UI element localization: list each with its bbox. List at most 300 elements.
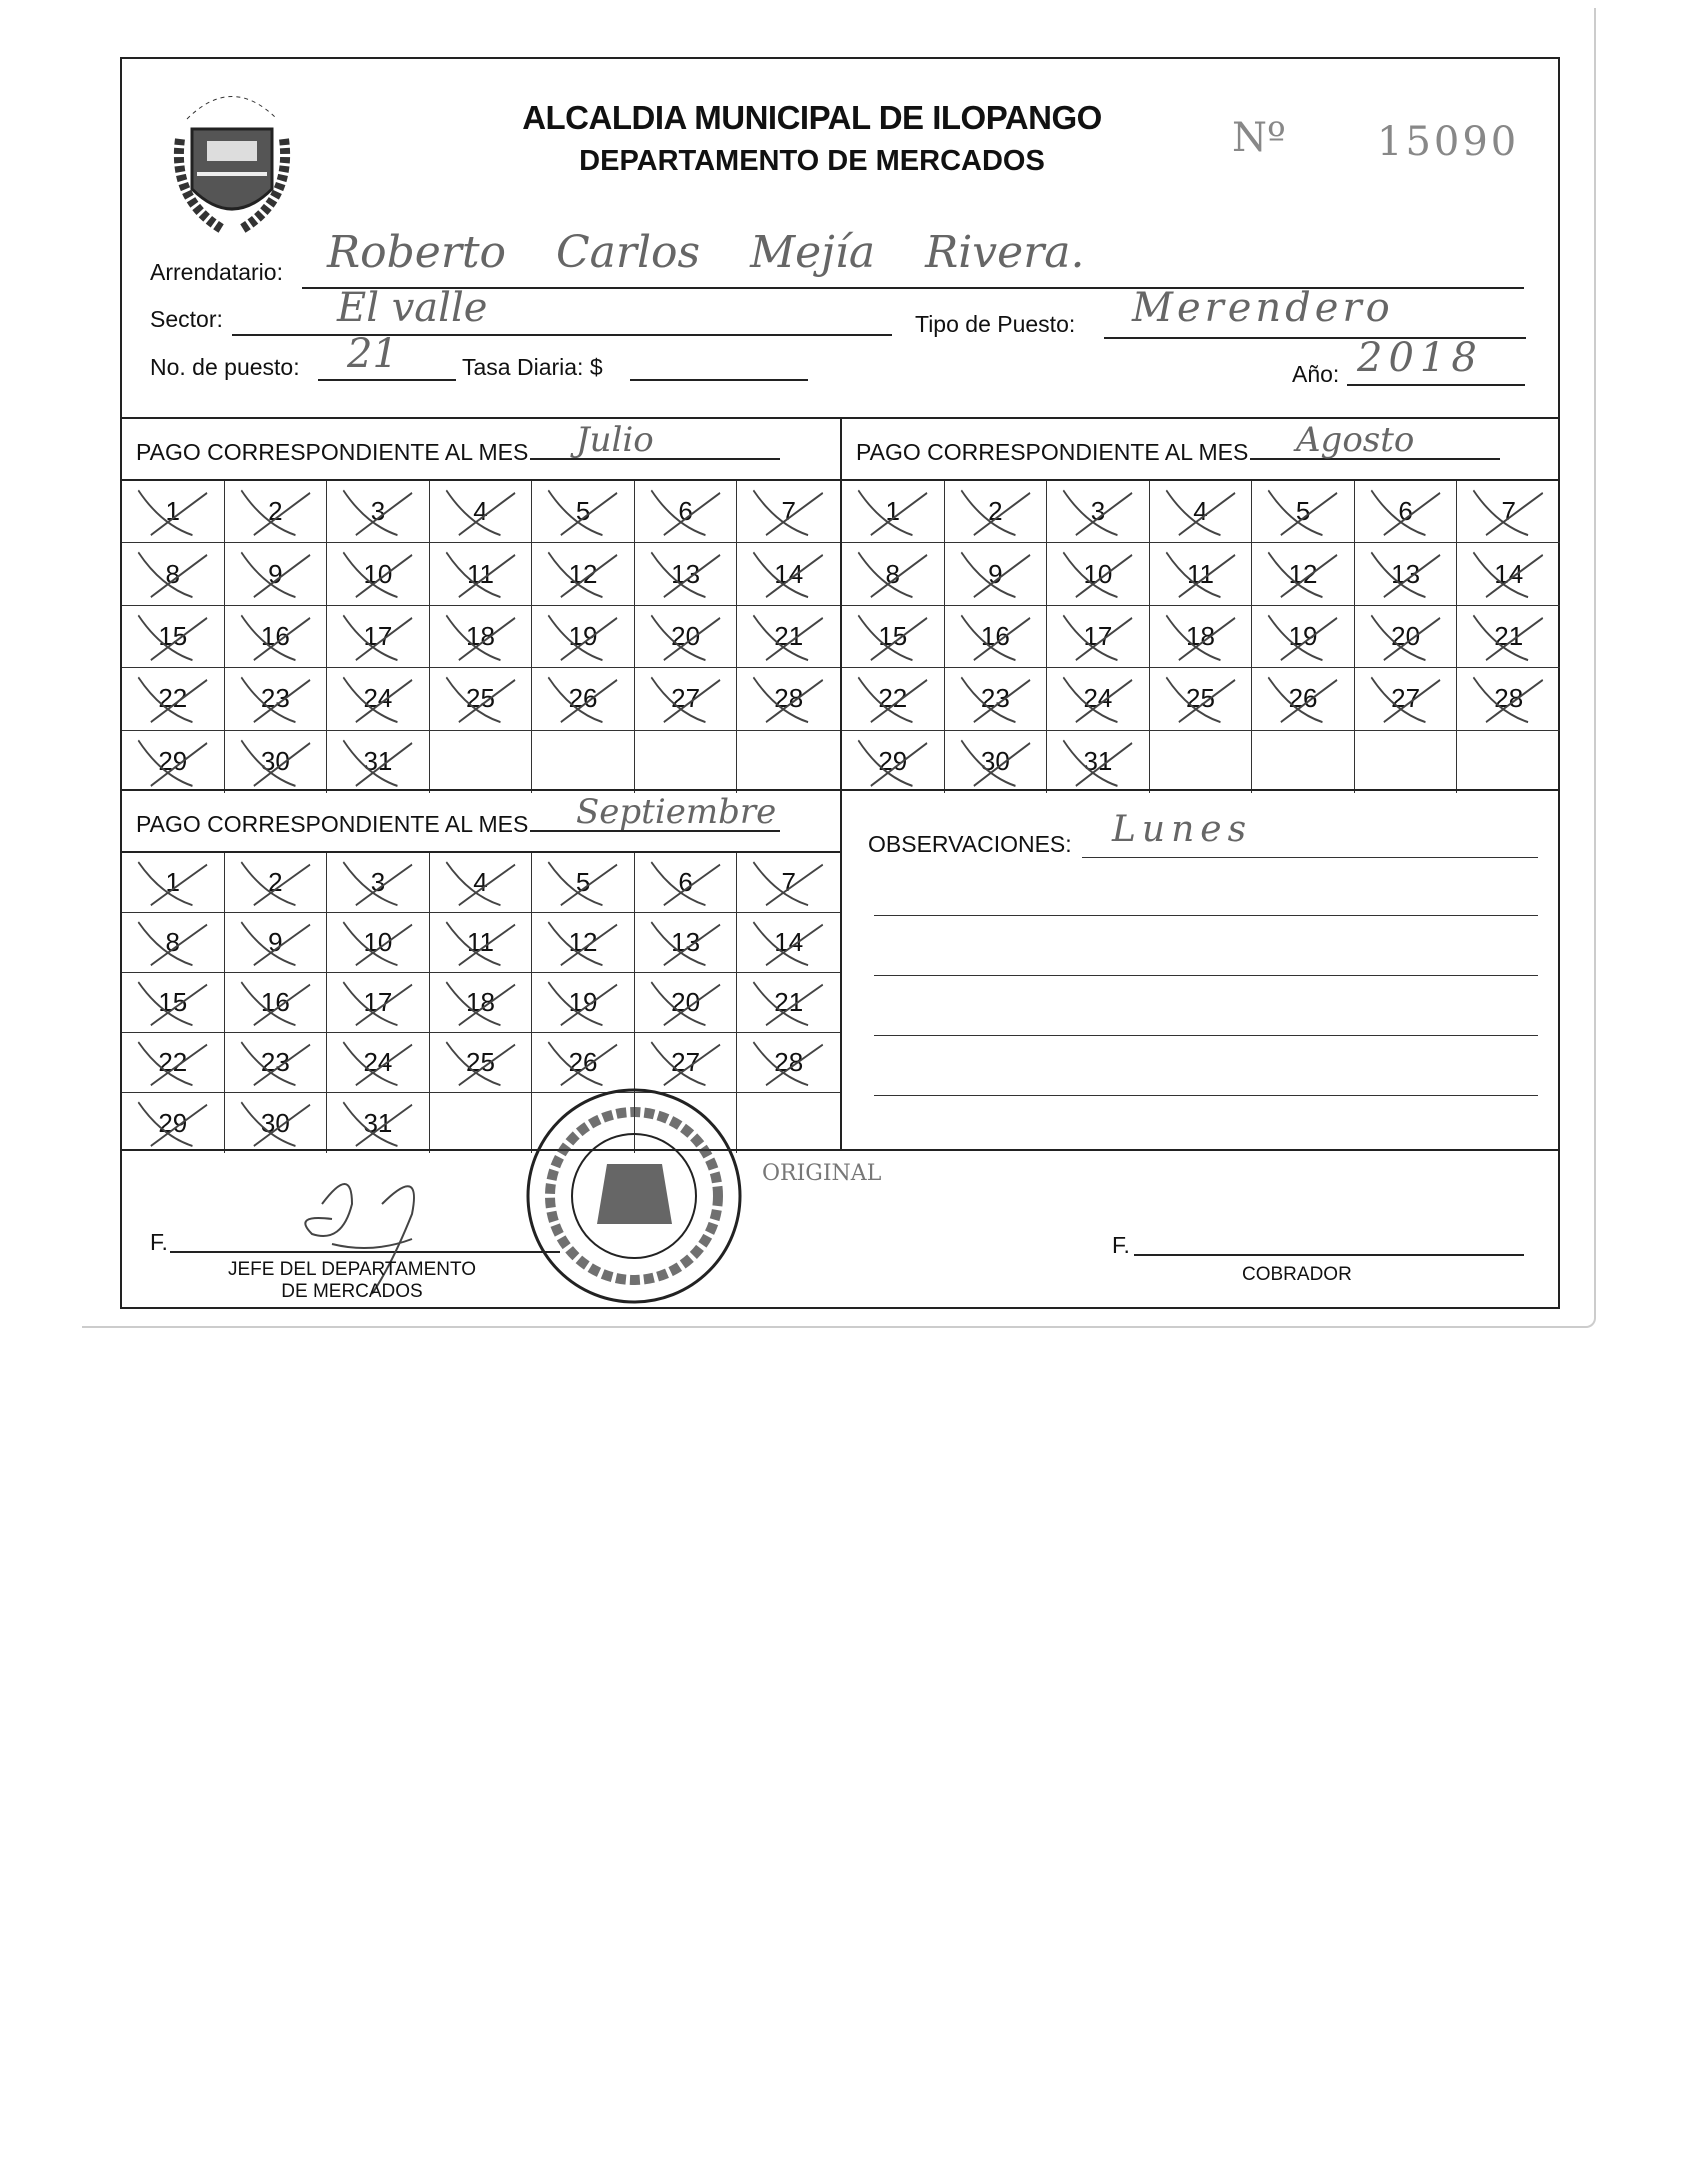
day-cell[interactable] bbox=[430, 606, 533, 668]
paid-cross-mark-icon bbox=[335, 857, 418, 908]
day-number: 4 bbox=[473, 496, 488, 527]
paid-cross-mark-icon bbox=[643, 610, 726, 663]
jefe-caption bbox=[222, 1259, 482, 1303]
day-cell[interactable] bbox=[122, 973, 225, 1033]
day-cell[interactable] bbox=[327, 853, 430, 913]
day-number: 19 bbox=[1288, 620, 1318, 651]
paid-cross-mark-icon bbox=[438, 917, 521, 968]
paid-cross-mark-icon bbox=[233, 977, 316, 1028]
paid-cross-mark-icon bbox=[1363, 672, 1446, 725]
day-cell[interactable] bbox=[737, 1033, 840, 1093]
day-number: 29 bbox=[158, 746, 188, 777]
day-cell[interactable] bbox=[122, 543, 225, 605]
day-number: 30 bbox=[260, 1107, 290, 1138]
day-cell[interactable] bbox=[635, 853, 738, 913]
day-number: 13 bbox=[671, 558, 701, 589]
day-cell[interactable] bbox=[532, 668, 635, 730]
empty-cell bbox=[1457, 731, 1560, 793]
day-number: 24 bbox=[1083, 683, 1113, 714]
day-grid bbox=[122, 479, 840, 793]
day-cell[interactable] bbox=[327, 481, 430, 543]
paid-cross-mark-icon bbox=[233, 857, 316, 908]
observaciones-line bbox=[874, 1095, 1538, 1096]
day-cell[interactable] bbox=[1150, 481, 1253, 543]
day-number: 29 bbox=[878, 746, 908, 777]
paid-cross-mark-icon bbox=[540, 977, 623, 1028]
day-number: 17 bbox=[1083, 620, 1113, 651]
paid-cross-mark-icon bbox=[1363, 610, 1446, 663]
paid-cross-mark-icon bbox=[643, 857, 726, 908]
day-number: 10 bbox=[363, 927, 393, 957]
paid-cross-mark-icon bbox=[1465, 485, 1549, 538]
paid-cross-mark-icon bbox=[335, 977, 418, 1028]
day-cell[interactable] bbox=[1252, 606, 1355, 668]
day-number: 9 bbox=[988, 558, 1003, 589]
paid-cross-mark-icon bbox=[643, 672, 726, 725]
paid-cross-mark-icon bbox=[643, 917, 726, 968]
day-cell[interactable] bbox=[122, 606, 225, 668]
day-cell[interactable] bbox=[430, 853, 533, 913]
month-label: PAGO CORRESPONDIENTE AL MES bbox=[136, 811, 529, 837]
paid-cross-mark-icon bbox=[233, 672, 316, 725]
f-right-label: F. bbox=[1112, 1232, 1130, 1258]
anio-label: Año: bbox=[1292, 361, 1340, 387]
day-cell[interactable] bbox=[430, 668, 533, 730]
day-cell[interactable] bbox=[1457, 606, 1560, 668]
day-number: 18 bbox=[1186, 620, 1215, 651]
paid-cross-mark-icon bbox=[643, 547, 726, 600]
day-cell[interactable] bbox=[945, 731, 1048, 793]
day-number: 11 bbox=[466, 927, 494, 957]
day-cell[interactable] bbox=[327, 606, 430, 668]
day-number: 17 bbox=[363, 620, 393, 651]
official-stamp bbox=[522, 1084, 747, 1309]
day-grid bbox=[842, 479, 1560, 793]
paid-cross-mark-icon bbox=[850, 735, 933, 789]
paid-cross-mark-icon bbox=[335, 485, 418, 538]
arrendatario-value[interactable]: Roberto Carlos Mejía Rivera. bbox=[327, 227, 1085, 278]
empty-cell bbox=[737, 1093, 840, 1153]
day-number: 30 bbox=[260, 746, 290, 777]
puesto-label: No. de puesto: bbox=[150, 354, 300, 380]
jefe-line1: JEFE DEL DEPARTAMENTO bbox=[227, 1259, 477, 1280]
day-cell[interactable] bbox=[1252, 543, 1355, 605]
day-cell[interactable] bbox=[1150, 543, 1253, 605]
paid-cross-mark-icon bbox=[540, 610, 623, 663]
puesto-value[interactable]: 21 bbox=[347, 331, 398, 377]
paid-cross-mark-icon bbox=[953, 735, 1036, 789]
paid-cross-mark-icon bbox=[1260, 485, 1343, 538]
day-cell[interactable] bbox=[122, 1033, 225, 1093]
day-number: 15 bbox=[158, 987, 188, 1017]
day-cell[interactable] bbox=[225, 1093, 328, 1153]
paid-cross-mark-icon bbox=[643, 1037, 726, 1088]
day-cell[interactable] bbox=[737, 606, 840, 668]
day-cell[interactable] bbox=[1047, 668, 1150, 730]
paid-cross-mark-icon bbox=[1465, 610, 1549, 663]
day-cell[interactable] bbox=[1047, 481, 1150, 543]
number-label: Nº bbox=[1232, 115, 1286, 161]
paid-cross-mark-icon bbox=[745, 547, 829, 600]
paid-cross-mark-icon bbox=[438, 672, 521, 725]
day-number: 7 bbox=[781, 867, 796, 897]
day-number: 16 bbox=[260, 620, 290, 651]
day-cell[interactable] bbox=[737, 853, 840, 913]
paid-cross-mark-icon bbox=[745, 672, 829, 725]
day-number: 20 bbox=[1391, 620, 1421, 651]
month-header bbox=[136, 792, 780, 838]
paid-cross-mark-icon bbox=[233, 610, 316, 663]
day-cell[interactable] bbox=[1355, 481, 1458, 543]
day-cell[interactable] bbox=[1457, 481, 1560, 543]
tipo-puesto-label: Tipo de Puesto: bbox=[915, 311, 1076, 337]
footer-divider bbox=[122, 1149, 1560, 1151]
day-number: 4 bbox=[1193, 496, 1208, 527]
day-cell[interactable] bbox=[327, 1093, 430, 1153]
month-name[interactable]: Julio bbox=[576, 420, 654, 460]
day-cell[interactable] bbox=[945, 606, 1048, 668]
day-cell[interactable] bbox=[635, 913, 738, 973]
paid-cross-mark-icon bbox=[1363, 547, 1446, 600]
paid-cross-mark-icon bbox=[130, 610, 213, 663]
day-number: 3 bbox=[370, 496, 386, 527]
paid-cross-mark-icon bbox=[953, 610, 1036, 663]
day-number: 20 bbox=[671, 620, 701, 651]
day-cell[interactable] bbox=[532, 853, 635, 913]
sector-line bbox=[232, 334, 892, 336]
jefe-line2: DE MERCADOS bbox=[281, 1281, 423, 1302]
day-cell[interactable] bbox=[532, 973, 635, 1033]
day-cell[interactable] bbox=[532, 481, 635, 543]
paid-cross-mark-icon bbox=[335, 735, 418, 789]
puesto-line bbox=[318, 379, 456, 381]
page-subtitle: DEPARTAMENTO DE MERCADOS bbox=[579, 145, 1045, 177]
paid-cross-mark-icon bbox=[1158, 485, 1241, 538]
day-cell[interactable] bbox=[532, 913, 635, 973]
day-number: 15 bbox=[878, 620, 908, 651]
day-cell[interactable] bbox=[945, 543, 1048, 605]
day-number: 31 bbox=[363, 746, 393, 777]
day-number: 27 bbox=[671, 1047, 701, 1077]
day-number: 18 bbox=[466, 987, 495, 1017]
cobrador-label: COBRADOR bbox=[1242, 1264, 1352, 1285]
day-cell[interactable] bbox=[430, 481, 533, 543]
day-cell[interactable] bbox=[327, 731, 430, 793]
paid-cross-mark-icon bbox=[130, 977, 213, 1028]
day-number: 18 bbox=[466, 620, 495, 651]
day-cell[interactable] bbox=[327, 1033, 430, 1093]
day-number: 26 bbox=[1288, 683, 1318, 714]
day-number: 7 bbox=[781, 496, 796, 527]
day-number: 5 bbox=[575, 867, 591, 897]
paid-cross-mark-icon bbox=[1465, 547, 1549, 600]
paid-cross-mark-icon bbox=[438, 485, 521, 538]
day-cell[interactable] bbox=[122, 668, 225, 730]
day-cell[interactable] bbox=[945, 668, 1048, 730]
day-number: 3 bbox=[1090, 496, 1106, 527]
day-number: 1 bbox=[165, 496, 181, 527]
day-number: 23 bbox=[980, 683, 1010, 714]
day-cell[interactable] bbox=[1150, 668, 1253, 730]
day-cell[interactable] bbox=[225, 973, 328, 1033]
day-cell[interactable] bbox=[635, 668, 738, 730]
day-number: 8 bbox=[885, 558, 901, 589]
tasa-label: Tasa Diaria: $ bbox=[462, 354, 603, 380]
day-number: 24 bbox=[363, 1047, 393, 1077]
day-number: 24 bbox=[363, 683, 393, 714]
day-number: 15 bbox=[158, 620, 188, 651]
day-number: 21 bbox=[774, 987, 804, 1017]
month-header bbox=[856, 420, 1500, 466]
paid-cross-mark-icon bbox=[233, 547, 316, 600]
day-cell[interactable] bbox=[842, 668, 945, 730]
day-cell[interactable] bbox=[635, 481, 738, 543]
day-number: 23 bbox=[260, 683, 290, 714]
paid-cross-mark-icon bbox=[850, 485, 933, 538]
day-cell[interactable] bbox=[225, 913, 328, 973]
empty-cell bbox=[430, 731, 533, 793]
paid-cross-mark-icon bbox=[953, 547, 1036, 600]
paid-cross-mark-icon bbox=[1158, 610, 1241, 663]
empty-cell bbox=[430, 1093, 533, 1153]
day-cell[interactable] bbox=[225, 853, 328, 913]
day-number: 19 bbox=[568, 987, 598, 1017]
day-number: 5 bbox=[1295, 496, 1311, 527]
paid-cross-mark-icon bbox=[438, 857, 521, 908]
paid-cross-mark-icon bbox=[130, 857, 213, 908]
day-cell[interactable] bbox=[635, 606, 738, 668]
day-number: 12 bbox=[1288, 558, 1318, 589]
paid-cross-mark-icon bbox=[1158, 672, 1241, 725]
day-cell[interactable] bbox=[225, 543, 328, 605]
day-number: 9 bbox=[268, 927, 283, 957]
sector-value[interactable]: El valle bbox=[337, 285, 488, 331]
day-number: 9 bbox=[268, 558, 283, 589]
day-cell[interactable] bbox=[737, 973, 840, 1033]
paid-cross-mark-icon bbox=[233, 917, 316, 968]
day-cell[interactable] bbox=[122, 853, 225, 913]
day-cell[interactable] bbox=[842, 731, 945, 793]
paid-cross-mark-icon bbox=[643, 977, 726, 1028]
day-number: 14 bbox=[1494, 558, 1524, 589]
day-number: 22 bbox=[158, 683, 188, 714]
month-julio bbox=[122, 417, 842, 789]
paid-cross-mark-icon bbox=[335, 610, 418, 663]
day-cell[interactable] bbox=[225, 606, 328, 668]
paid-cross-mark-icon bbox=[850, 547, 933, 600]
day-cell[interactable] bbox=[1252, 668, 1355, 730]
paid-cross-mark-icon bbox=[233, 735, 316, 789]
day-cell[interactable] bbox=[842, 606, 945, 668]
paid-cross-mark-icon bbox=[130, 1037, 213, 1088]
day-cell[interactable] bbox=[1355, 668, 1458, 730]
day-cell[interactable] bbox=[225, 481, 328, 543]
empty-cell bbox=[635, 731, 738, 793]
day-cell[interactable] bbox=[842, 543, 945, 605]
day-number: 29 bbox=[158, 1107, 188, 1138]
arrendatario-label: Arrendatario: bbox=[150, 259, 283, 285]
paid-cross-mark-icon bbox=[233, 1037, 316, 1088]
day-number: 14 bbox=[774, 558, 804, 589]
paid-cross-mark-icon bbox=[438, 977, 521, 1028]
day-number: 2 bbox=[268, 867, 283, 897]
receipt-number: 15090 bbox=[1377, 119, 1520, 165]
day-cell[interactable] bbox=[737, 668, 840, 730]
observaciones-line bbox=[874, 915, 1538, 916]
day-number: 2 bbox=[268, 496, 283, 527]
day-cell[interactable] bbox=[1457, 668, 1560, 730]
paid-cross-mark-icon bbox=[438, 1037, 521, 1088]
day-cell[interactable] bbox=[225, 731, 328, 793]
paid-cross-mark-icon bbox=[540, 857, 623, 908]
paid-cross-mark-icon bbox=[540, 1037, 623, 1088]
day-number: 30 bbox=[980, 746, 1010, 777]
day-cell[interactable] bbox=[945, 481, 1048, 543]
day-number: 1 bbox=[165, 867, 181, 897]
paid-cross-mark-icon bbox=[1363, 485, 1446, 538]
day-cell[interactable] bbox=[1252, 481, 1355, 543]
day-cell[interactable] bbox=[1047, 543, 1150, 605]
municipal-seal-logo bbox=[162, 79, 302, 249]
paid-cross-mark-icon bbox=[233, 1097, 316, 1149]
day-cell[interactable] bbox=[225, 668, 328, 730]
day-number: 16 bbox=[260, 987, 290, 1017]
anio-line bbox=[1347, 384, 1525, 386]
paid-cross-mark-icon bbox=[335, 547, 418, 600]
paid-cross-mark-icon bbox=[1260, 672, 1343, 725]
day-number: 7 bbox=[1501, 496, 1516, 527]
day-cell[interactable] bbox=[1047, 606, 1150, 668]
day-cell[interactable] bbox=[122, 731, 225, 793]
day-number: 20 bbox=[671, 987, 701, 1017]
day-cell[interactable] bbox=[1047, 731, 1150, 793]
day-cell[interactable] bbox=[635, 543, 738, 605]
day-number: 10 bbox=[363, 558, 393, 589]
day-number: 8 bbox=[165, 927, 181, 957]
day-number: 11 bbox=[466, 558, 494, 589]
month-name[interactable]: Agosto bbox=[1296, 420, 1415, 460]
month-label: PAGO CORRESPONDIENTE AL MES bbox=[856, 439, 1249, 465]
day-cell[interactable] bbox=[225, 1033, 328, 1093]
month-name[interactable]: Septiembre bbox=[576, 792, 777, 832]
day-cell[interactable] bbox=[1457, 543, 1560, 605]
sector-label: Sector: bbox=[150, 306, 223, 332]
day-number: 26 bbox=[568, 683, 598, 714]
empty-cell bbox=[532, 731, 635, 793]
day-cell[interactable] bbox=[842, 481, 945, 543]
day-cell[interactable] bbox=[430, 1033, 533, 1093]
paid-cross-mark-icon bbox=[1260, 610, 1343, 663]
paid-cross-mark-icon bbox=[745, 610, 829, 663]
day-cell[interactable] bbox=[737, 913, 840, 973]
paid-cross-mark-icon bbox=[540, 485, 623, 538]
day-number: 22 bbox=[158, 1047, 188, 1077]
paid-cross-mark-icon bbox=[335, 672, 418, 725]
day-cell[interactable] bbox=[122, 913, 225, 973]
day-number: 11 bbox=[1186, 558, 1214, 589]
observaciones-line bbox=[1082, 857, 1538, 858]
day-number: 4 bbox=[473, 867, 488, 897]
day-cell[interactable] bbox=[532, 606, 635, 668]
day-number: 16 bbox=[980, 620, 1010, 651]
paid-cross-mark-icon bbox=[745, 485, 829, 538]
day-number: 13 bbox=[1391, 558, 1421, 589]
day-number: 25 bbox=[466, 1047, 495, 1077]
day-cell[interactable] bbox=[1355, 543, 1458, 605]
day-cell[interactable] bbox=[532, 543, 635, 605]
day-number: 22 bbox=[878, 683, 908, 714]
paid-cross-mark-icon bbox=[130, 485, 213, 538]
paid-cross-mark-icon bbox=[233, 485, 316, 538]
day-number: 10 bbox=[1083, 558, 1113, 589]
paid-cross-mark-icon bbox=[130, 547, 213, 600]
paid-cross-mark-icon bbox=[335, 917, 418, 968]
day-cell[interactable] bbox=[122, 481, 225, 543]
day-cell[interactable] bbox=[430, 913, 533, 973]
day-cell[interactable] bbox=[327, 973, 430, 1033]
paid-cross-mark-icon bbox=[1055, 735, 1138, 789]
month-header bbox=[136, 420, 780, 466]
paid-cross-mark-icon bbox=[1465, 672, 1549, 725]
day-cell[interactable] bbox=[737, 543, 840, 605]
observaciones-label: OBSERVACIONES: bbox=[868, 831, 1072, 857]
day-cell[interactable] bbox=[430, 973, 533, 1033]
day-number: 25 bbox=[466, 683, 495, 714]
paid-cross-mark-icon bbox=[540, 917, 623, 968]
day-cell[interactable] bbox=[737, 481, 840, 543]
paid-cross-mark-icon bbox=[130, 735, 213, 789]
month-line bbox=[530, 458, 780, 460]
day-number: 28 bbox=[1494, 683, 1524, 714]
day-cell[interactable] bbox=[635, 973, 738, 1033]
day-number: 14 bbox=[774, 927, 804, 957]
cobrador-signature-line bbox=[1134, 1254, 1524, 1256]
observaciones-line bbox=[874, 975, 1538, 976]
paid-cross-mark-icon bbox=[438, 610, 521, 663]
tasa-line bbox=[630, 379, 808, 381]
empty-cell bbox=[1355, 731, 1458, 793]
observaciones-section bbox=[842, 789, 1560, 1149]
day-number: 8 bbox=[165, 558, 181, 589]
day-cell[interactable] bbox=[430, 543, 533, 605]
observaciones-line bbox=[874, 1035, 1538, 1036]
day-number: 21 bbox=[774, 620, 804, 651]
day-number: 25 bbox=[1186, 683, 1215, 714]
paid-cross-mark-icon bbox=[130, 1097, 213, 1149]
tipo-puesto-value[interactable]: Merendero bbox=[1132, 285, 1394, 331]
f-left-label: F. bbox=[150, 1229, 168, 1255]
original-label: ORIGINAL bbox=[762, 1161, 882, 1186]
day-number: 21 bbox=[1494, 620, 1524, 651]
observaciones-value[interactable]: Lunes bbox=[1112, 809, 1253, 850]
paid-cross-mark-icon bbox=[745, 1037, 829, 1088]
month-agosto bbox=[842, 417, 1560, 789]
paid-cross-mark-icon bbox=[1158, 547, 1241, 600]
day-cell[interactable] bbox=[327, 668, 430, 730]
empty-cell bbox=[1252, 731, 1355, 793]
paid-cross-mark-icon bbox=[745, 857, 829, 908]
day-cell[interactable] bbox=[122, 1093, 225, 1153]
day-cell[interactable] bbox=[327, 913, 430, 973]
day-cell[interactable] bbox=[1150, 606, 1253, 668]
empty-cell bbox=[737, 731, 840, 793]
paid-cross-mark-icon bbox=[1055, 610, 1138, 663]
day-cell[interactable] bbox=[1355, 606, 1458, 668]
anio-value[interactable]: 2018 bbox=[1357, 335, 1483, 381]
day-cell[interactable] bbox=[327, 543, 430, 605]
paid-cross-mark-icon bbox=[953, 672, 1036, 725]
paid-cross-mark-icon bbox=[745, 977, 829, 1028]
